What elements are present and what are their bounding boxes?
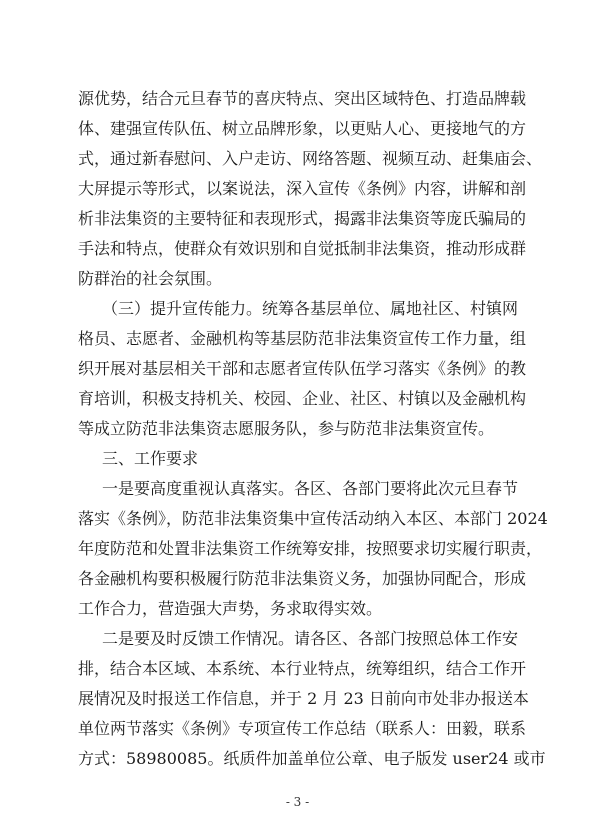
body-line-9: 格员、志愿者、金融机构等基层防范非法集资宣传工作力量，组 bbox=[78, 329, 527, 348]
body-line-21: 展情况及时报送工作信息，并于 2 月 23 日前向市处非办报送本 bbox=[78, 689, 529, 708]
body-line-15: 落实《条例》，防范非法集资集中宣传活动纳入本区、本部门 2024 bbox=[78, 509, 548, 528]
section-heading: 三、工作要求 bbox=[102, 449, 199, 468]
body-line-8: （三）提升宣传能力。统筹各基层单位、属地社区、村镇网 bbox=[102, 299, 519, 318]
body-line-6: 手法和特点，使群众有效识别和自觉抵制非法集资，推动形成群 bbox=[78, 239, 527, 258]
body-line-17: 各金融机构要积极履行防范非法集资义务，加强协同配合，形成 bbox=[78, 569, 527, 588]
body-line-20: 排，结合本区域、本系统、本行业特点，统筹组织，结合工作开 bbox=[78, 659, 527, 678]
body-line-7: 防群治的社会氛围。 bbox=[78, 269, 223, 288]
body-line-10: 织开展对基层相关干部和志愿者宣传队伍学习落实《条例》的教 bbox=[78, 359, 527, 378]
page-number: - 3 - bbox=[285, 795, 310, 809]
body-line-22: 单位两节落实《条例》专项宣传工作总结（联系人：田毅，联系 bbox=[78, 719, 527, 738]
body-line-3: 式，通过新春慰问、入户走访、网络答题、视频互动、赶集庙会、 bbox=[78, 149, 543, 168]
body-line-5: 析非法集资的主要特征和表现形式，揭露非法集资等庞氏骗局的 bbox=[78, 209, 527, 228]
body-line-12: 等成立防范非法集资志愿服务队，参与防范非法集资宣传。 bbox=[78, 419, 495, 438]
body-line-4: 大屏提示等形式，以案说法，深入宣传《条例》内容，讲解和剖 bbox=[78, 179, 527, 198]
body-line-19: 二是要及时反馈工作情况。请各区、各部门按照总体工作安 bbox=[102, 629, 519, 648]
body-line-2: 体、建强宣传队伍、树立品牌形象，以更贴人心、更接地气的方 bbox=[78, 119, 527, 138]
body-line-14: 一是要高度重视认真落实。各区、各部门要将此次元旦春节 bbox=[102, 479, 519, 498]
body-line-11: 育培训，积极支持机关、校园、企业、社区、村镇以及金融机构 bbox=[78, 389, 527, 408]
body-line-16: 年度防范和处置非法集资工作统筹安排，按照要求切实履行职责， bbox=[78, 539, 543, 558]
body-line-1: 源优势，结合元旦春节的喜庆特点、突出区域特色、打造品牌载 bbox=[78, 89, 527, 108]
body-line-23: 方式：58980085。纸质件加盖单位公章、电子版发 user24 或市 bbox=[78, 749, 546, 768]
body-line-18: 工作合力，营造强大声势，务求取得实效。 bbox=[78, 599, 383, 618]
